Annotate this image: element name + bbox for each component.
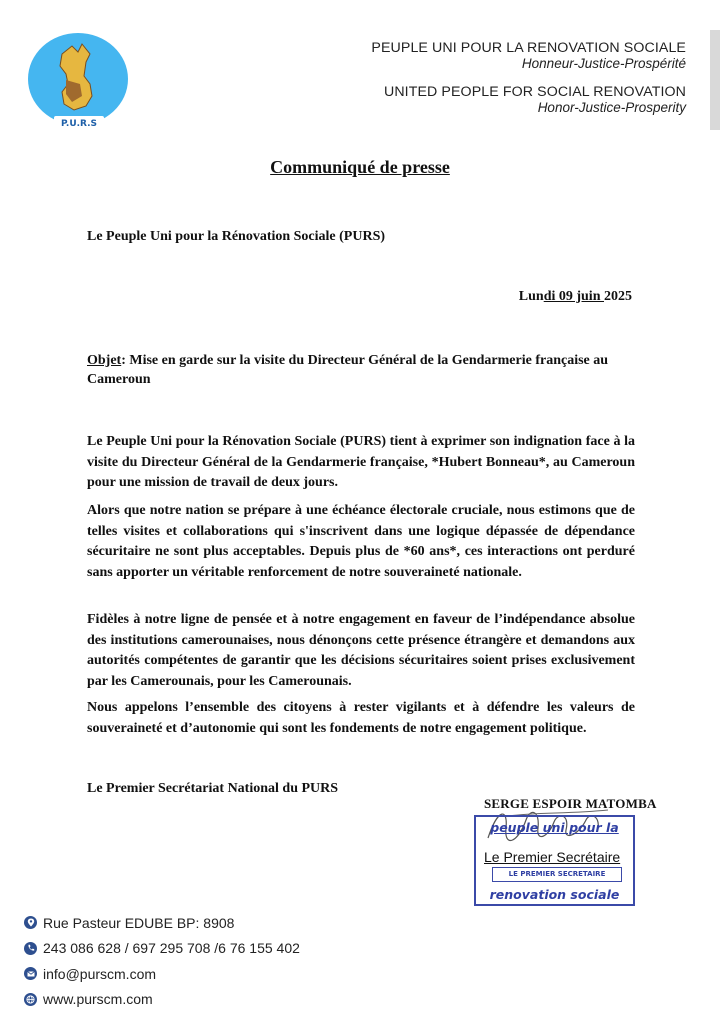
signer-name: SERGE ESPOIR MATOMBA xyxy=(484,796,657,811)
object-text: : Mise en garde sur la visite du Directeur Général de la Gendarmerie française au Cameroun xyxy=(87,353,609,387)
stamp-top-text: peuple uni pour la xyxy=(490,820,619,835)
party-name-fr: PEUPLE UNI POUR LA RENOVATION SOCIALE xyxy=(371,40,686,56)
document-date xyxy=(519,289,632,305)
purs-logo xyxy=(22,32,132,132)
date-underlined: di 09 juin xyxy=(543,289,604,304)
header-english-block xyxy=(384,84,686,115)
contact-email xyxy=(24,961,300,987)
party-motto-fr: Honneur-Justice-Prospérité xyxy=(521,56,686,71)
paragraph-4: Nous appelons l’ensemble des citoyens à rester vigilants et à défendre les valeurs de souveraineté et d’autonomie qui sont les fondements de notre engagement politique. xyxy=(87,700,635,736)
globe-icon xyxy=(24,993,37,1006)
contact-phone-text: 243 086 628 / 697 295 708 /6 76 155 402 xyxy=(43,940,300,957)
object-line xyxy=(87,351,635,389)
contact-address-text: Rue Pasteur EDUBE BP: 8908 xyxy=(43,914,235,931)
document-title: Communiqué de presse xyxy=(270,157,450,177)
contact-website-text: www.purscm.com xyxy=(43,991,153,1008)
footer-contacts xyxy=(24,910,300,1012)
contact-address xyxy=(24,910,300,936)
stamp-bottom-text: renovation sociale xyxy=(489,887,620,902)
location-pin-icon xyxy=(24,916,37,929)
logo-text: P.U.R.S xyxy=(60,119,98,129)
contact-email-text: info@purscm.com xyxy=(43,965,157,982)
phone-icon xyxy=(24,942,37,955)
party-name-en: UNITED PEOPLE FOR SOCIAL RENOVATION xyxy=(383,84,686,100)
stamp-title: Le Premier Secrétaire xyxy=(484,849,621,865)
official-stamp xyxy=(474,815,635,906)
paragraph-3: Fidèles à notre ligne de pensée et à notre engagement en faveur de l’indépendance absolue des institutions camerounaises, nous dénonçons cette présence étrangère et demandons aux autorités compétentes de garantir que les décisions sécuritaires soient prises exclusivement par les Camerounais, pour les Camerounais. xyxy=(87,612,635,689)
stamp-inner-text: LE PREMIER SECRETAIRE xyxy=(492,867,622,882)
email-icon xyxy=(24,967,37,980)
page-edge-shadow xyxy=(710,30,720,130)
date-prefix: Lun xyxy=(518,289,544,304)
contact-phone xyxy=(24,936,300,962)
date-suffix: 2025 xyxy=(604,289,632,304)
object-label: Objet xyxy=(87,353,122,368)
paragraph-2: Alors que notre nation se prépare à une échéance électorale cruciale, nous estimons que de telles visites et collaborations qui s'inscrivent dans une logique dépassée de dépendance sécuritaire ne sont plus acceptables. Depuis plus de *60 ans*, ces interactions ont perduré sans apporter un véritable renforcement de notre souveraineté nationale. xyxy=(87,503,635,580)
paragraph-1: Le Peuple Uni pour la Rénovation Sociale (PURS) tient à exprimer son indignation face à la visite du Directeur Général de la Gendarmerie française, *Hubert Bonneau*, au Cameroun pour une mission de travail de deux jours. xyxy=(87,434,635,490)
contact-website xyxy=(24,987,300,1013)
signature-line: Le Premier Secrétariat National du PURS xyxy=(87,781,339,796)
party-motto-en: Honor-Justice-Prosperity xyxy=(537,100,686,115)
header-french-block xyxy=(371,40,686,71)
issuing-organization: Le Peuple Uni pour la Rénovation Sociale (PURS) xyxy=(87,229,386,244)
